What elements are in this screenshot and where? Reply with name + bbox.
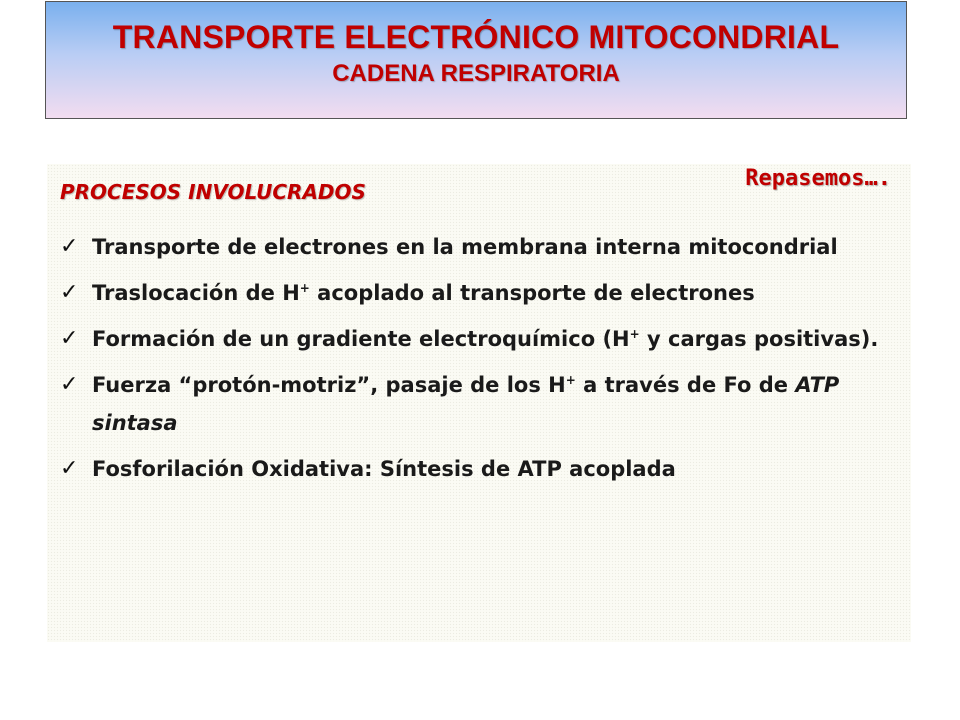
title-banner xyxy=(45,1,907,119)
list-item-text: Traslocación de H xyxy=(92,281,300,305)
list-item-text: acoplado al transporte de electrones xyxy=(309,281,755,305)
list-item xyxy=(60,320,890,358)
list-item xyxy=(60,450,890,488)
list-item xyxy=(60,274,890,312)
superscript-plus: + xyxy=(565,373,576,387)
checkmark-icon: ✓ xyxy=(60,234,79,259)
section-heading: PROCESOS INVOLUCRADOS xyxy=(60,180,366,204)
content-panel xyxy=(47,164,911,642)
list-item xyxy=(60,366,890,442)
checkmark-icon: ✓ xyxy=(60,372,79,397)
page-subtitle: CADENA RESPIRATORIA xyxy=(332,60,620,87)
checkmark-icon: ✓ xyxy=(60,456,79,481)
page-title: TRANSPORTE ELECTRÓNICO MITOCONDRIAL xyxy=(112,19,840,55)
checkmark-icon: ✓ xyxy=(60,326,79,351)
superscript-plus: + xyxy=(629,327,640,341)
list-item xyxy=(60,228,890,266)
list-item-text: Fuerza “protón-motriz”, pasaje de los H xyxy=(92,373,566,397)
process-list xyxy=(60,228,890,496)
list-item-italic-text: ATP sintasa xyxy=(92,373,840,435)
list-item-text: a través de Fo de xyxy=(575,373,796,397)
list-item-text: Formación de un gradiente electroquímico (H xyxy=(92,327,630,351)
checkmark-icon: ✓ xyxy=(60,280,79,305)
repasemos-note: Repasemos…. xyxy=(745,166,891,191)
list-item-text: Transporte de electrones en la membrana interna mitocondrial xyxy=(92,235,838,259)
superscript-plus: + xyxy=(299,281,310,295)
list-item-text: y cargas positivas). xyxy=(639,327,879,351)
list-item-text: Fosforilación Oxidativa: Síntesis de ATP acoplada xyxy=(92,457,676,481)
